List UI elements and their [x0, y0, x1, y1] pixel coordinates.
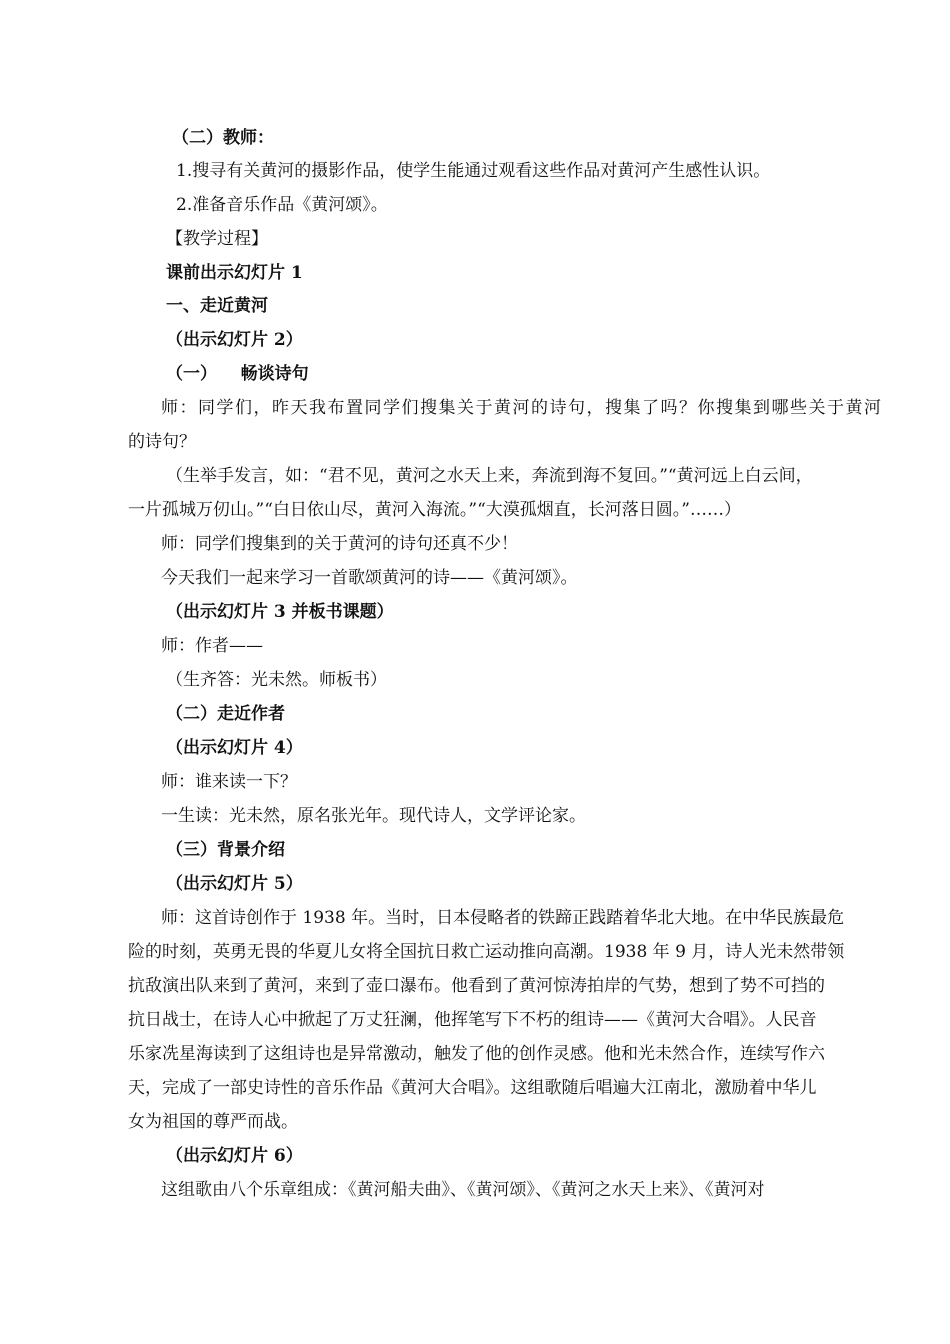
section-heading-1: 一、走近黄河: [166, 296, 268, 316]
paragraph-6: （生齐答：光未然。师板书）: [166, 670, 387, 690]
teacher-item-2: 2.准备音乐作品《黄河颂》。: [176, 195, 388, 215]
subsection-heading-3: （三）背景介绍: [166, 840, 285, 860]
slide-note-5: （出示幻灯片 5）: [166, 874, 303, 894]
process-heading: 【教学过程】: [166, 229, 268, 249]
background-line-1: 师：这首诗创作于 1938 年。当时，日本侵略者的铁蹄正践踏着华北大地。在中华民族最危: [161, 908, 845, 928]
paragraph-7: 师：谁来读一下？: [161, 772, 297, 792]
slide-note-2: （出示幻灯片 2）: [166, 330, 303, 350]
pre-slide: 课前出示幻灯片 1: [166, 263, 303, 283]
paragraph-last: 这组歌由八个乐章组成：《黄河船夫曲》、《黄河颂》、《黄河之水天上来》、《黄河对: [161, 1180, 765, 1200]
paragraph-1-line-2: 的诗句？: [128, 432, 196, 452]
teacher-heading: （二）教师：: [172, 128, 274, 148]
paragraph-1-line-1: 师：同学们，昨天我布置同学们搜集关于黄河的诗句，搜集了吗？你搜集到哪些关于黄河: [161, 398, 883, 418]
background-line-4: 抗日战士，在诗人心中掀起了万丈狂澜，他挥笔写下不朽的组诗——《黄河大合唱》。人民音: [128, 1010, 817, 1030]
paragraph-5: 师：作者——: [161, 636, 263, 656]
paragraph-2-line-2: 一片孤城万仞山。”“白日依山尽，黄河入海流。”“大漠孤烟直，长河落日圆。”……）: [128, 500, 741, 520]
teacher-item-1: 1.搜寻有关黄河的摄影作品，使学生能通过观看这些作品对黄河产生感性认识。: [176, 161, 771, 181]
subsection-heading-2: （二）走近作者: [166, 704, 285, 724]
background-line-2: 险的时刻，英勇无畏的华夏儿女将全国抗日救亡运动推向高潮。1938 年 9 月，诗人光未然带领: [128, 942, 845, 962]
background-line-5: 乐家冼星海读到了这组诗也是异常激动，触发了他的创作灵感。他和光未然合作，连续写作六: [128, 1044, 825, 1064]
paragraph-3: 师：同学们搜集到的关于黄河的诗句还真不少！: [161, 534, 518, 554]
background-line-6: 天，完成了一部史诗性的音乐作品《黄河大合唱》。这组歌随后唱遍大江南北，激励着中华儿: [128, 1078, 817, 1098]
paragraph-4: 今天我们一起来学习一首歌颂黄河的诗——《黄河颂》。: [161, 568, 578, 588]
subsection-heading-1: （一） 畅谈诗句: [166, 364, 309, 384]
slide-note-6: （出示幻灯片 6）: [166, 1146, 303, 1166]
background-line-3: 抗敌演出队来到了黄河，来到了壶口瀑布。他看到了黄河惊涛拍岸的气势，想到了势不可挡的: [128, 976, 825, 996]
paragraph-8: 一生读：光未然，原名张光年。现代诗人，文学评论家。: [161, 806, 586, 826]
slide-note-4: （出示幻灯片 4）: [166, 738, 303, 758]
paragraph-2-line-1: （生举手发言，如：“君不见，黄河之水天上来，奔流到海不复回。”“黄河远上白云间，: [166, 466, 813, 486]
background-line-7: 女为祖国的尊严而战。: [128, 1112, 298, 1132]
slide-note-3: （出示幻灯片 3 并板书课题）: [166, 602, 394, 622]
